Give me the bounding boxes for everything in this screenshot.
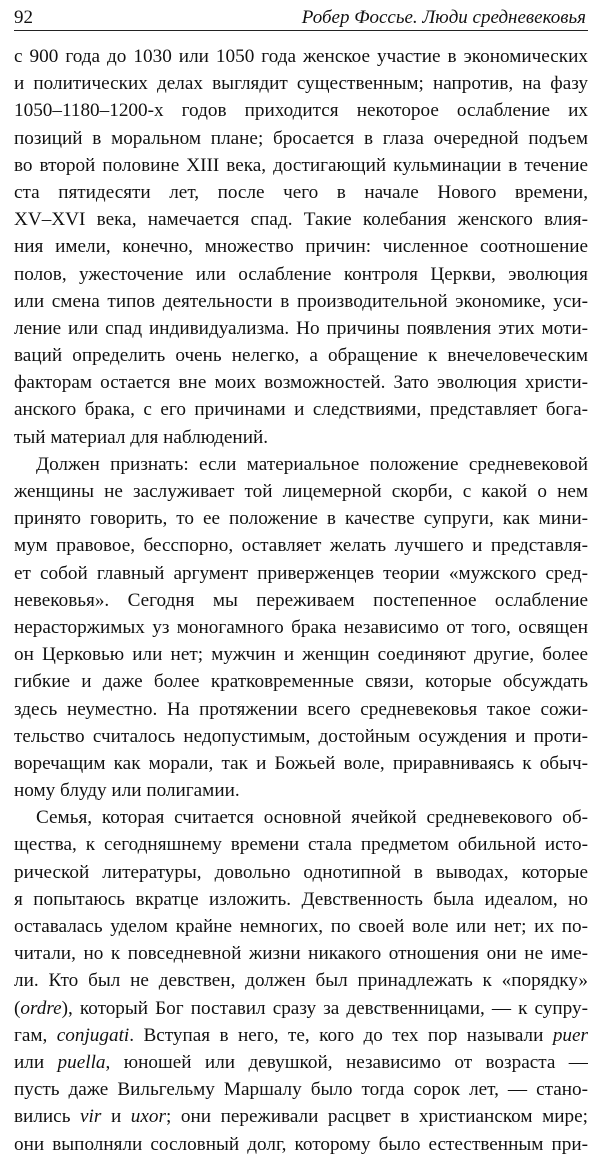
- text-line: анского брака, с его причинами и следствиями, представляет бога-: [14, 399, 588, 421]
- text-line: они выполняли сословный долг, которому было естественным при-: [14, 1133, 588, 1155]
- text-span: и: [101, 1106, 131, 1128]
- latin-term: conjugati: [56, 1024, 130, 1046]
- page-number: 92: [14, 7, 33, 28]
- text-line: ния имели, конечно, множество причин: численное соотношение: [14, 236, 588, 258]
- latin-term: puella: [57, 1051, 106, 1073]
- latin-term: vir: [80, 1106, 102, 1128]
- text-line: ваций определить очень нелегко, а обращение к внечеловеческим: [14, 345, 588, 367]
- text-line: женщины не заслуживает той лицемерной скорби, с какой о нем: [14, 481, 588, 502]
- text-line: XV–XVI века, намечается спад. Такие колебания женского влия-: [14, 209, 588, 231]
- text-line: или смена типов деятельности в производительной экономике, уси-: [14, 290, 588, 312]
- text-line: ста пятидесяти лет, после чего в начале Нового времени,: [14, 181, 588, 203]
- text-line: воречащим как морали, так и Божьей воле, приравниваясь к обыч-: [14, 752, 588, 774]
- text-line: мум правовое, бесспорно, оставляет желать лучшего и представля-: [14, 535, 588, 557]
- text-span: ; они переживали расцвет в христианском мире;: [165, 1106, 588, 1128]
- text-line: Должен признать: если материальное положение средневековой: [36, 453, 588, 475]
- text-line: нерасторжимых уз моногамного брака независимо от того, освящен: [14, 616, 588, 638]
- text-line: тельство считалось недопустимым, достойным осуждения и проти-: [14, 725, 588, 747]
- text-line: оставалась уделом крайне немногих, по своей воле или нет; их по-: [14, 916, 588, 937]
- page-header: [14, 4, 588, 31]
- text-line: здесь неуместно. На протяжении всего средневековья такое сожи-: [14, 698, 588, 720]
- text-line: Семья, которая считается основной ячейкой средневекового об-: [36, 807, 588, 829]
- text-line: [14, 1103, 588, 1130]
- text-line: пусть даже Вильгельму Маршалу было тогда сорок лет, — стано-: [14, 1079, 588, 1101]
- text-span: (: [14, 997, 21, 1019]
- body-text: [14, 43, 588, 1158]
- text-line: [14, 1022, 588, 1049]
- text-line: ление или спад индивидуализма. Но причины появления этих моти-: [14, 317, 588, 339]
- text-line: ет собой главный аргумент приверженцев теории «мужского сред-: [14, 562, 588, 584]
- text-line: [14, 1049, 588, 1076]
- latin-term: puer: [552, 1024, 588, 1046]
- text-line: невековья». Сегодня мы переживаем постепенное ослабление: [14, 589, 588, 611]
- text-line: тый материал для наблюдений.: [14, 426, 269, 448]
- text-line: 1050–1180–1200-х годов приходится некоторое ослабление их: [14, 100, 588, 122]
- text-span: или: [14, 1051, 58, 1073]
- text-line: позиций в моральном плане; бросается в глаза очередной подъем: [14, 127, 588, 149]
- text-span: . Вступая в него, те, кого до тех пор называли: [129, 1024, 553, 1046]
- paragraph-3: [14, 804, 588, 1157]
- text-line: с 900 года до 1030 или 1050 года женское участие в экономических: [14, 46, 588, 67]
- text-line: гибкие и даже более кратковременные связи, которые обсуждать: [14, 671, 588, 693]
- text-span: гам,: [14, 1024, 57, 1046]
- text-line: принято говорить, то ее положение в качестве супруги, как мини-: [14, 508, 588, 530]
- running-title: Робер Фоссье. Люди средневековья: [301, 7, 586, 28]
- latin-term: ordre: [20, 997, 62, 1019]
- text-line: рической литературы, довольно однотипной в выводах, которые: [14, 861, 588, 883]
- text-line: я попытаюсь вкратце изложить. Девственность была идеалом, но: [14, 888, 588, 910]
- text-line: факторам остается вне моих возможностей. Зато эволюция христи-: [14, 372, 588, 394]
- paragraph-2: [14, 451, 588, 804]
- text-line: он Церковью или нет; мужчин и женщин соединяют другие, более: [14, 644, 588, 666]
- text-line: во второй половине XIII века, достигающий кульминации в течение: [14, 154, 588, 176]
- text-span: вились: [14, 1106, 81, 1128]
- text-line: щества, к сегодняшнему времени стала предметом обильной истo-: [14, 834, 588, 856]
- text-line: и политических делах выглядит существенным; напротив, на фазу: [14, 73, 588, 95]
- text-line: ному блуду или полигамии.: [14, 780, 240, 802]
- latin-term: uxor: [130, 1106, 166, 1128]
- text-line: читали, но к повседневной жизни никакого отношения они не име-: [14, 943, 588, 965]
- text-span: ), который Бог поставил сразу за девственницами, — к супру-: [61, 997, 588, 1019]
- text-span: , юношей или девушкой, независимо от возраста —: [105, 1051, 588, 1073]
- paragraph-1: [14, 43, 588, 451]
- text-line: ли. Кто был не девствен, должен был принадлежать к «порядку»: [14, 970, 588, 992]
- text-line: полов, ужесточение или ослабление контроля Церкви, эволюция: [14, 263, 588, 285]
